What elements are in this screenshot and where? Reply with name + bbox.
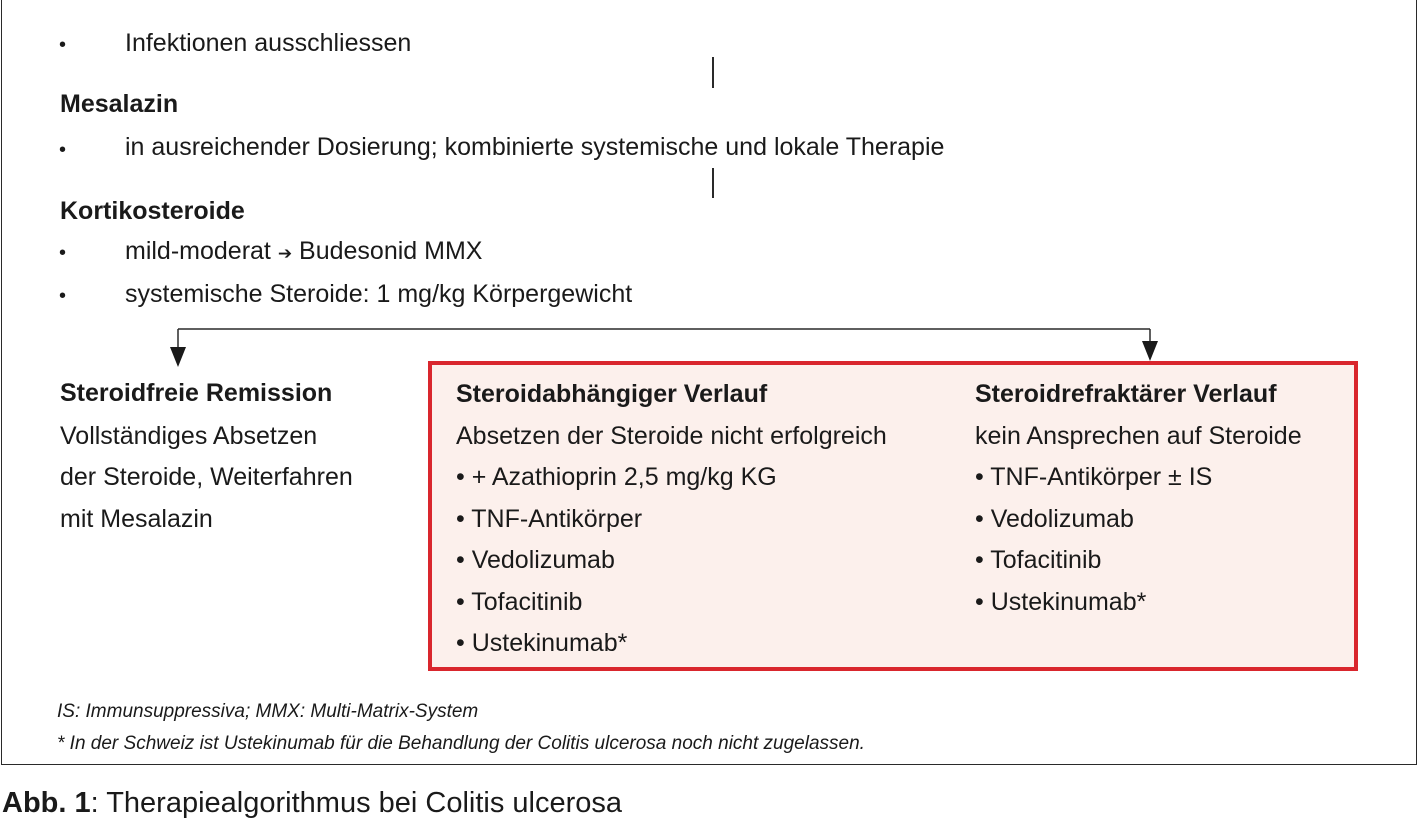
remission-line: der Steroide, Weiterfahren: [60, 463, 353, 491]
abhaengig-item: • + Azathioprin 2,5 mg/kg KG: [456, 463, 777, 491]
bullet-icon: •: [59, 34, 67, 56]
refraktaer-item: • TNF-Antikörper ± IS: [975, 463, 1213, 491]
bullet-icon: •: [59, 242, 67, 264]
abhaengig-item: • TNF-Antikörper: [456, 505, 643, 533]
arrow-right-icon: ➔: [277, 244, 293, 264]
abhaengig-item: • Ustekinumab*: [456, 629, 628, 657]
bullet-icon: •: [59, 285, 67, 307]
remission-line: mit Mesalazin: [60, 505, 213, 533]
caption-text: : Therapiealgorithmus bei Colitis ulcerosa: [90, 787, 623, 819]
mesalazin-item: in ausreichender Dosierung; kombinierte systemische und lokale Therapie: [125, 133, 945, 161]
footnote-abbreviations: IS: Immunsuppressiva; MMX: Multi-Matrix-System: [57, 701, 479, 722]
footnote-ustekinumab: * In der Schweiz ist Ustekinumab für die Behandlung der Colitis ulcerosa noch nicht zugelassen.: [57, 733, 865, 754]
refraktaer-item: • Vedolizumab: [975, 505, 1134, 533]
abhaengig-item: • Tofacitinib: [456, 588, 583, 616]
intro-item: Infektionen ausschliessen: [125, 29, 412, 57]
refraktaer-heading: Steroidrefraktärer Verlauf: [975, 380, 1277, 408]
abhaengig-heading: Steroidabhängiger Verlauf: [456, 380, 768, 408]
abhaengig-subtitle: Absetzen der Steroide nicht erfolgreich: [456, 422, 887, 450]
budesonid-label: Budesonid MMX: [299, 237, 483, 265]
bullet-icon: •: [59, 139, 67, 161]
remission-line: Vollständiges Absetzen: [60, 422, 318, 450]
arrow-down-icon: [1142, 341, 1158, 361]
figure-caption: [2, 785, 622, 821]
arrow-down-icon: [170, 347, 186, 367]
refraktaer-subtitle: kein Ansprechen auf Steroide: [975, 422, 1302, 450]
mild-label: mild-moderat: [125, 237, 271, 265]
refraktaer-item: • Ustekinumab*: [975, 588, 1147, 616]
refraktaer-item: • Tofacitinib: [975, 546, 1102, 574]
kortikosteroide-item-systemisch: systemische Steroide: 1 mg/kg Körpergewicht: [125, 280, 633, 308]
caption-label: Abb. 1: [2, 787, 91, 819]
remission-heading: Steroidfreie Remission: [60, 379, 333, 407]
kortikosteroide-heading: Kortikosteroide: [60, 197, 245, 225]
abhaengig-item: • Vedolizumab: [456, 546, 615, 574]
mesalazin-heading: Mesalazin: [60, 90, 179, 118]
